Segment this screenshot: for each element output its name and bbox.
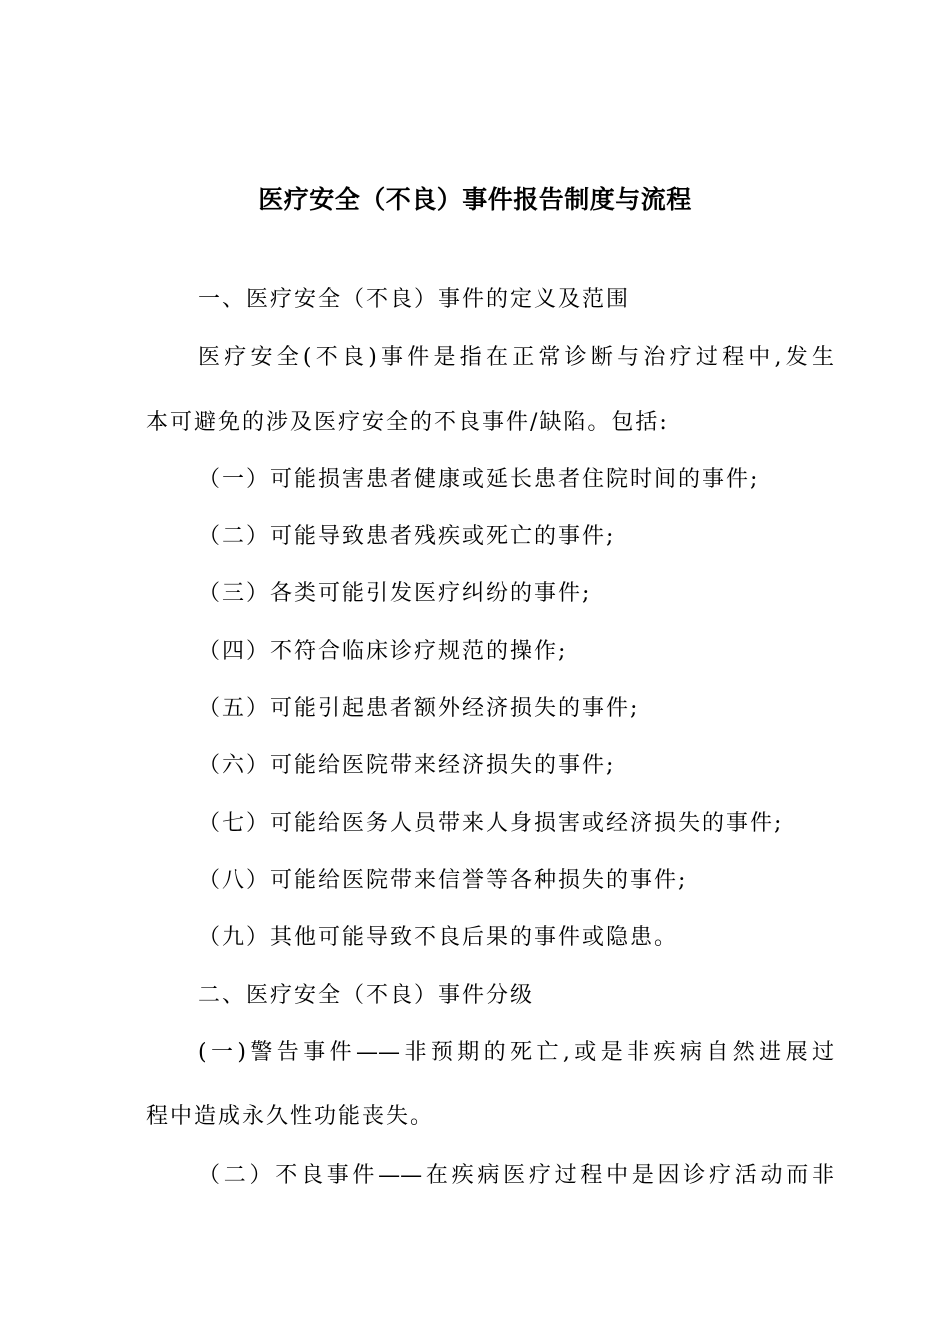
list-item: （一）可能损害患者健康或延长患者住院时间的事件; <box>198 467 760 492</box>
list-item: （四）不符合临床诊疗规范的操作; <box>198 639 568 664</box>
document-title: 医疗安全（不良）事件报告制度与流程 <box>258 185 692 214</box>
section-heading-definition: 一、医疗安全（不良）事件的定义及范围 <box>198 287 631 312</box>
paragraph-line: （二）不良事件——在疾病医疗过程中是因诊疗活动而非 <box>198 1163 834 1188</box>
list-item: （三）各类可能引发医疗纠纷的事件; <box>198 581 592 606</box>
list-item: （二）可能导致患者残疾或死亡的事件; <box>198 524 616 549</box>
paragraph-line: 程中造成永久性功能丧失。 <box>146 1104 435 1129</box>
section-heading-grading: 二、医疗安全（不良）事件分级 <box>198 983 535 1008</box>
paragraph-line: (一)警告事件——非预期的死亡,或是非疾病自然进展过 <box>198 1040 834 1065</box>
list-item: （七）可能给医务人员带来人身损害或经济损失的事件; <box>198 811 784 836</box>
paragraph-line: 医疗安全(不良)事件是指在正常诊断与治疗过程中,发生 <box>198 345 834 370</box>
list-item: （八）可能给医院带来信誉等各种损失的事件; <box>198 868 688 893</box>
list-item: （六）可能给医院带来经济损失的事件; <box>198 753 616 778</box>
paragraph-line: 本可避免的涉及医疗安全的不良事件/缺陷。包括: <box>146 410 669 435</box>
list-item: （五）可能引起患者额外经济损失的事件; <box>198 696 640 721</box>
list-item: （九）其他可能导致不良后果的事件或隐患。 <box>198 925 679 950</box>
